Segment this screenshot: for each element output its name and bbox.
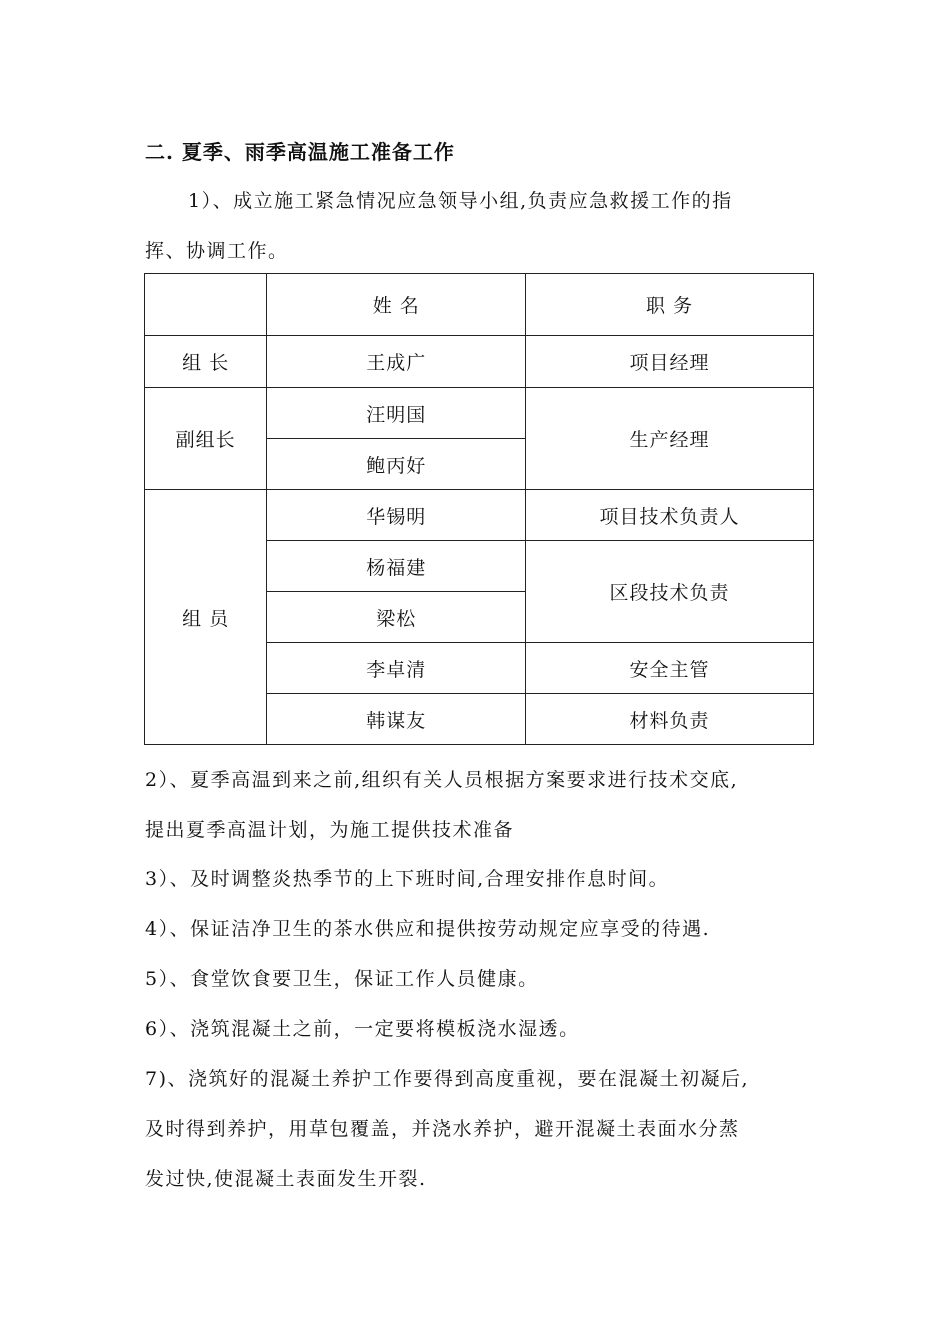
- item-7-line-1: 7)、浇筑好的混凝土养护工作要得到高度重视，要在混凝土初凝后,: [145, 1068, 750, 1090]
- duty-cell: 安全主管: [526, 643, 814, 694]
- duty-cell: 区段技术负责: [526, 541, 814, 643]
- item-2-line-1: 2）、夏季高温到来之前,组织有关人员根据方案要求进行技术交底,: [145, 769, 739, 791]
- header-blank-cell: [145, 274, 267, 336]
- name-cell: 李卓清: [267, 643, 526, 694]
- section-heading: 二. 夏季、雨季高温施工准备工作: [145, 140, 455, 164]
- role-members-cell: 组 员: [145, 490, 267, 745]
- table-row: [145, 490, 814, 541]
- table-header-row: [145, 274, 814, 336]
- duty-cell: 生产经理: [526, 388, 814, 490]
- item-7-line-3: 发过快,使混凝土表面发生开裂.: [145, 1168, 427, 1190]
- item-6: 6）、浇筑混凝土之前，一定要将模板浇水湿透。: [145, 1018, 580, 1040]
- header-duty-cell: 职 务: [526, 274, 814, 336]
- name-cell: 汪明国: [267, 388, 526, 439]
- name-cell: 华锡明: [267, 490, 526, 541]
- name-cell: 梁松: [267, 592, 526, 643]
- role-deputy-cell: 副组长: [145, 388, 267, 490]
- duty-cell: 项目技术负责人: [526, 490, 814, 541]
- name-cell: 王成广: [267, 336, 526, 388]
- item-4: 4）、保证洁净卫生的茶水供应和提供按劳动规定应享受的待遇.: [145, 918, 711, 940]
- table-row: [145, 336, 814, 388]
- role-leader-cell: 组 长: [145, 336, 267, 388]
- item-1-line-1: 1）、成立施工紧急情况应急领导小组,负责应急救援工作的指: [188, 190, 733, 212]
- item-3: 3）、及时调整炎热季节的上下班时间,合理安排作息时间。: [145, 868, 670, 890]
- item-7-line-2: 及时得到养护，用草包覆盖，并浇水养护，避开混凝土表面水分蒸: [145, 1118, 740, 1140]
- item-1-line-2: 挥、协调工作。: [145, 240, 289, 262]
- duty-cell: 材料负责: [526, 694, 814, 745]
- name-cell: 韩谋友: [267, 694, 526, 745]
- name-cell: 杨福建: [267, 541, 526, 592]
- item-2-line-2: 提出夏季高温计划，为施工提供技术准备: [145, 819, 515, 841]
- emergency-team-table: [144, 273, 814, 745]
- item-5: 5）、食堂饮食要卫生，保证工作人员健康。: [145, 968, 539, 990]
- table-row: [145, 388, 814, 439]
- duty-cell: 项目经理: [526, 336, 814, 388]
- header-name-cell: 姓 名: [267, 274, 526, 336]
- name-cell: 鲍丙好: [267, 439, 526, 490]
